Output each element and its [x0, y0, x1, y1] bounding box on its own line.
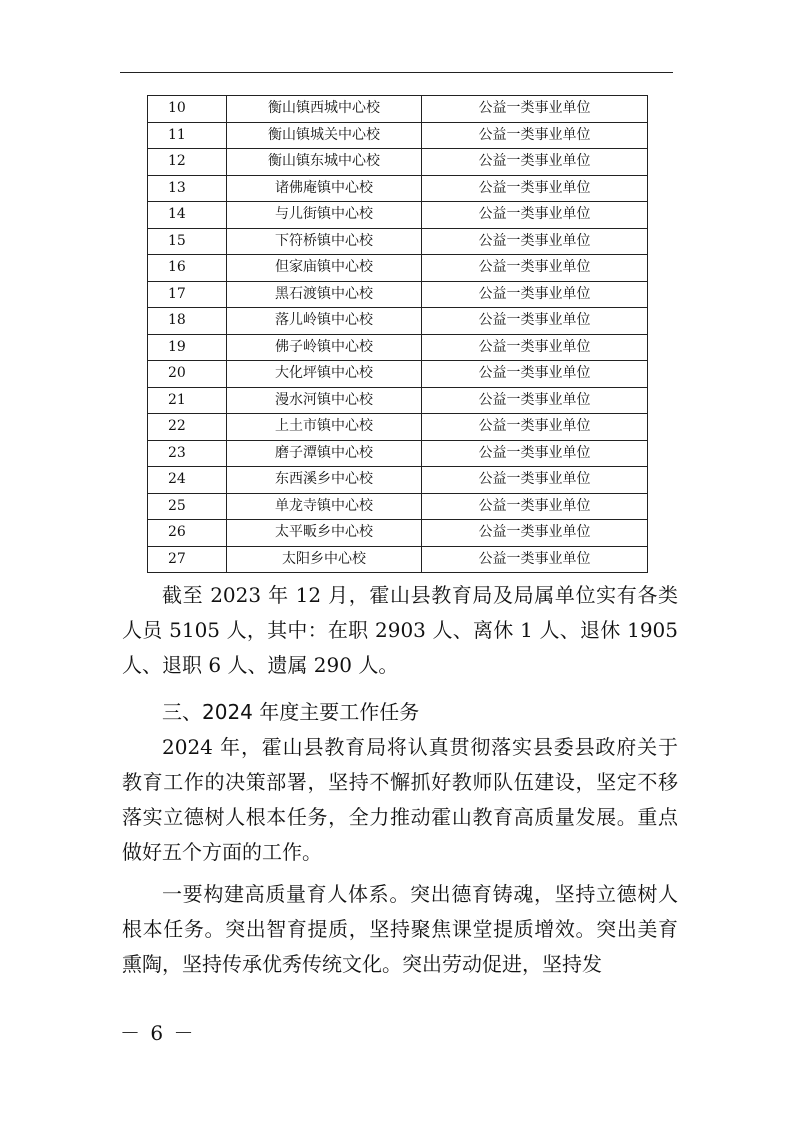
row-number-cell: 13: [148, 175, 227, 202]
unit-name-cell: 漫水河镇中心校: [227, 387, 422, 414]
unit-name-cell: 太阳乡中心校: [227, 546, 422, 573]
table-row: [148, 387, 648, 414]
table-row: [148, 546, 648, 573]
table-row: [148, 440, 648, 467]
unit-type-cell: 公益一类事业单位: [422, 308, 648, 335]
units-table: [147, 95, 648, 573]
table-row: [148, 308, 648, 335]
table-row: [148, 493, 648, 520]
row-number-cell: 24: [148, 467, 227, 494]
unit-type-cell: 公益一类事业单位: [422, 414, 648, 441]
unit-name-cell: 但家庙镇中心校: [227, 255, 422, 282]
system-paragraph: 一要构建高质量育人体系。突出德育铸魂，坚持立德树人根本任务。突出智育提质，坚持聚焦课堂提质增效。突出美育熏陶，坚持传承优秀传统文化。突出劳动促进，坚持发: [122, 882, 678, 976]
unit-type-cell: 公益一类事业单位: [422, 122, 648, 149]
row-number-cell: 21: [148, 387, 227, 414]
unit-type-cell: 公益一类事业单位: [422, 228, 648, 255]
row-number-cell: 19: [148, 334, 227, 361]
units-table-body: [148, 96, 648, 573]
section-heading: 三、2024 年度主要工作任务: [162, 700, 420, 724]
table-row: [148, 414, 648, 441]
unit-type-cell: 公益一类事业单位: [422, 387, 648, 414]
table-row: [148, 520, 648, 547]
table-row: [148, 122, 648, 149]
row-number-cell: 16: [148, 255, 227, 282]
staff-paragraph: 截至 2023 年 12 月，霍山县教育局及局属单位实有各类人员 5105 人，其中：在职 2903 人、离休 1 人、退休 1905 人、退职 6 人、遗属 290 人。: [122, 583, 678, 677]
unit-name-cell: 上土市镇中心校: [227, 414, 422, 441]
row-number-cell: 14: [148, 202, 227, 229]
row-number-cell: 23: [148, 440, 227, 467]
table-row: [148, 149, 648, 176]
unit-name-cell: 佛子岭镇中心校: [227, 334, 422, 361]
unit-name-cell: 诸佛庵镇中心校: [227, 175, 422, 202]
unit-type-cell: 公益一类事业单位: [422, 493, 648, 520]
table-row: [148, 202, 648, 229]
page-number: － 6 －: [120, 1021, 196, 1045]
unit-name-cell: 磨子潭镇中心校: [227, 440, 422, 467]
unit-type-cell: 公益一类事业单位: [422, 440, 648, 467]
unit-type-cell: 公益一类事业单位: [422, 175, 648, 202]
task-paragraph: 2024 年，霍山县教育局将认真贯彻落实县委县政府关于教育工作的决策部署，坚持不懈抓好教师队伍建设，坚定不移落实立德树人根本任务，全力推动霍山教育高质量发展。重点做好五个方面的工作。: [122, 735, 678, 864]
unit-name-cell: 大化坪镇中心校: [227, 361, 422, 388]
row-number-cell: 11: [148, 122, 227, 149]
header-rule: [120, 72, 673, 73]
row-number-cell: 18: [148, 308, 227, 335]
unit-name-cell: 落儿岭镇中心校: [227, 308, 422, 335]
table-row: [148, 361, 648, 388]
row-number-cell: 22: [148, 414, 227, 441]
unit-type-cell: 公益一类事业单位: [422, 334, 648, 361]
unit-type-cell: 公益一类事业单位: [422, 546, 648, 573]
unit-type-cell: 公益一类事业单位: [422, 281, 648, 308]
row-number-cell: 20: [148, 361, 227, 388]
table-row: [148, 255, 648, 282]
table-row: [148, 467, 648, 494]
unit-type-cell: 公益一类事业单位: [422, 467, 648, 494]
row-number-cell: 17: [148, 281, 227, 308]
unit-type-cell: 公益一类事业单位: [422, 96, 648, 123]
row-number-cell: 15: [148, 228, 227, 255]
row-number-cell: 27: [148, 546, 227, 573]
row-number-cell: 10: [148, 96, 227, 123]
unit-name-cell: 太平畈乡中心校: [227, 520, 422, 547]
table-row: [148, 175, 648, 202]
unit-name-cell: 单龙寺镇中心校: [227, 493, 422, 520]
unit-name-cell: 衡山镇东城中心校: [227, 149, 422, 176]
table-row: [148, 228, 648, 255]
unit-name-cell: 黑石渡镇中心校: [227, 281, 422, 308]
unit-type-cell: 公益一类事业单位: [422, 361, 648, 388]
row-number-cell: 26: [148, 520, 227, 547]
unit-name-cell: 衡山镇城关中心校: [227, 122, 422, 149]
unit-type-cell: 公益一类事业单位: [422, 202, 648, 229]
unit-name-cell: 下符桥镇中心校: [227, 228, 422, 255]
table-row: [148, 334, 648, 361]
row-number-cell: 25: [148, 493, 227, 520]
unit-type-cell: 公益一类事业单位: [422, 520, 648, 547]
unit-type-cell: 公益一类事业单位: [422, 255, 648, 282]
table-row: [148, 96, 648, 123]
row-number-cell: 12: [148, 149, 227, 176]
unit-type-cell: 公益一类事业单位: [422, 149, 648, 176]
unit-name-cell: 衡山镇西城中心校: [227, 96, 422, 123]
unit-name-cell: 与儿街镇中心校: [227, 202, 422, 229]
unit-name-cell: 东西溪乡中心校: [227, 467, 422, 494]
table-row: [148, 281, 648, 308]
